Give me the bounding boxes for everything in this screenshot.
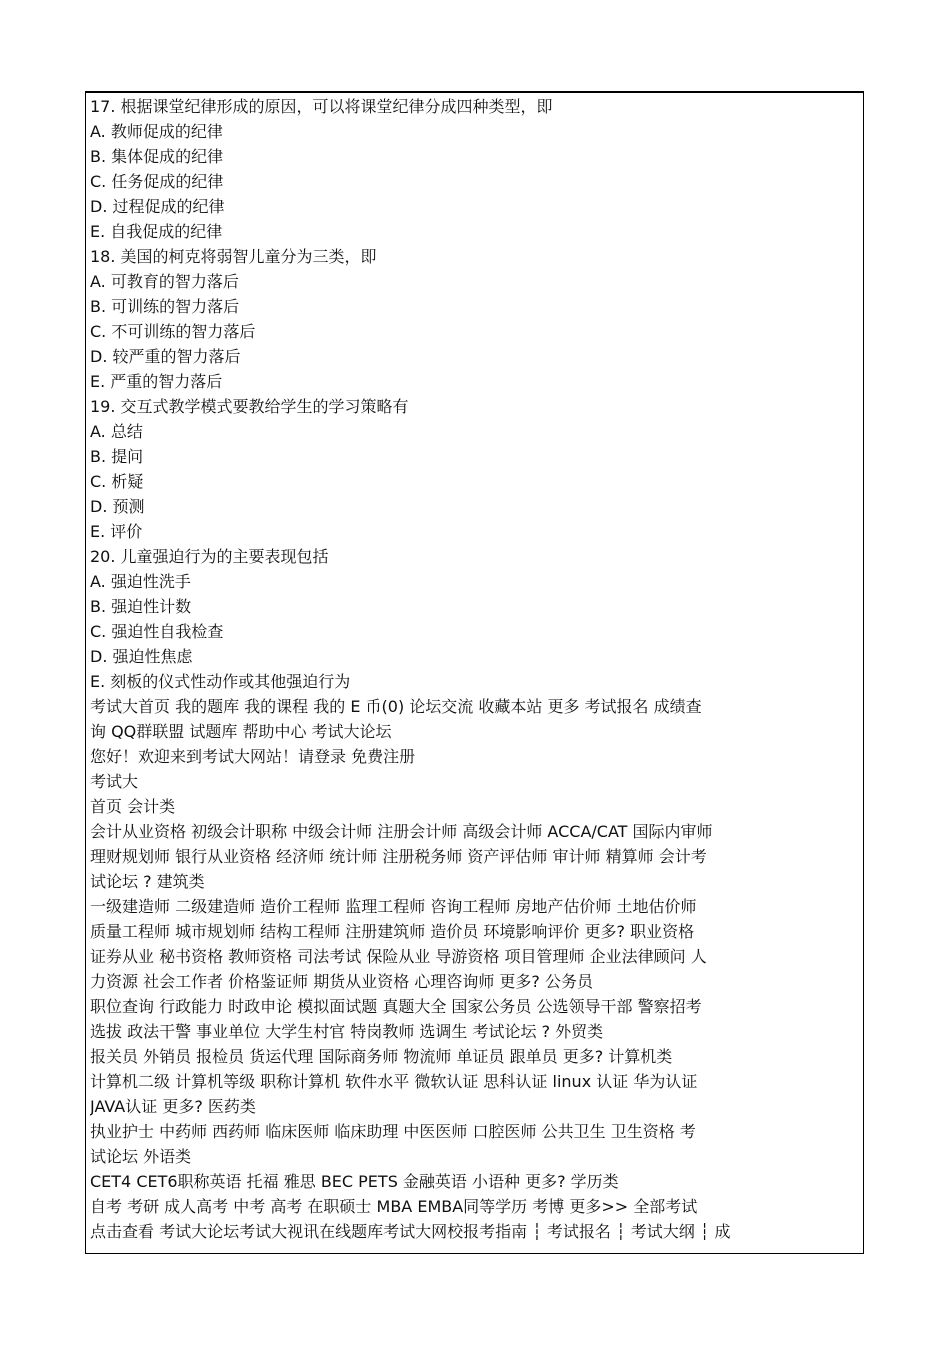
option-e: E. 评价: [90, 522, 143, 541]
footer-nav-line: 询 QQ群联盟 试题库 帮助中心 考试大论坛: [90, 722, 392, 741]
option-b: B. 强迫性计数: [90, 597, 192, 616]
option-a: A. 强迫性洗手: [90, 572, 191, 591]
option-b: B. 可训练的智力落后: [90, 297, 240, 316]
document-body: [90, 94, 860, 1244]
option-e: E. 严重的智力落后: [90, 372, 223, 391]
footer-nav-line: 考试大首页 我的题库 我的课程 我的 E 币(0) 论坛交流 收藏本站 更多 考试报名 成绩查: [90, 697, 702, 716]
option-c: C. 强迫性自我检查: [90, 622, 224, 641]
option-c: C. 任务促成的纪律: [90, 172, 224, 191]
footer-category-line: 力资源 社会工作者 价格鉴证师 期货从业资格 心理咨询师 更多? 公务员: [90, 972, 594, 991]
footer-category-line: 试论坛 ? 建筑类: [90, 872, 205, 891]
footer-category-line: 理财规划师 银行从业资格 经济师 统计师 注册税务师 资产评估师 审计师 精算师 会计考: [90, 847, 707, 866]
question-stem: 18. 美国的柯克将弱智儿童分为三类，即: [90, 247, 377, 266]
footer-category-line: 自考 考研 成人高考 中考 高考 在职硕士 MBA EMBA同等学历 考博 更多>> 全部考试: [90, 1197, 698, 1216]
option-e: E. 刻板的仪式性动作或其他强迫行为: [90, 672, 351, 691]
footer-category-line: 试论坛 外语类: [90, 1147, 192, 1166]
option-d: D. 预测: [90, 497, 145, 516]
question-stem: 17. 根据课堂纪律形成的原因，可以将课堂纪律分成四种类型，即: [90, 97, 553, 116]
question-20: [90, 544, 860, 694]
footer-category-line: 执业护士 中药师 西药师 临床医师 临床助理 中医医师 口腔医师 公共卫生 卫生资格 考: [90, 1122, 696, 1141]
question-stem: 19. 交互式教学模式要教给学生的学习策略有: [90, 397, 409, 416]
footer-category-line: 质量工程师 城市规划师 结构工程师 注册建筑师 造价员 环境影响评价 更多? 职业资格: [90, 922, 695, 941]
question-17: [90, 94, 860, 244]
footer-links-line: 点击查看 考试大论坛考试大视讯在线题库考试大网校报考指南 ┆ 考试报名 ┆ 考试大纲 ┆ 成: [90, 1222, 731, 1241]
footer-category-line: 计算机二级 计算机等级 职称计算机 软件水平 微软认证 思科认证 linux 认证 华为认证: [90, 1072, 698, 1091]
site-footer-text: [90, 694, 860, 1244]
option-c: C. 不可训练的智力落后: [90, 322, 256, 341]
footer-category-line: CET4 CET6职称英语 托福 雅思 BEC PETS 金融英语 小语种 更多? 学历类: [90, 1172, 619, 1191]
question-stem: 20. 儿童强迫行为的主要表现包括: [90, 547, 329, 566]
option-a: A. 可教育的智力落后: [90, 272, 239, 291]
option-d: D. 过程促成的纪律: [90, 197, 225, 216]
footer-category-line: JAVA认证 更多? 医药类: [90, 1097, 256, 1116]
footer-category-line: 一级建造师 二级建造师 造价工程师 监理工程师 咨询工程师 房地产估价师 土地估价师: [90, 897, 697, 916]
footer-category-line: 选拔 政法干警 事业单位 大学生村官 特岗教师 选调生 考试论坛 ? 外贸类: [90, 1022, 604, 1041]
option-c: C. 析疑: [90, 472, 144, 491]
option-a: A. 总结: [90, 422, 143, 441]
footer-category-line: 职位查询 行政能力 时政申论 模拟面试题 真题大全 国家公务员 公选领导干部 警察招考: [90, 997, 702, 1016]
footer-category-line: 会计从业资格 初级会计职称 中级会计师 注册会计师 高级会计师 ACCA/CAT 国际内审师: [90, 822, 713, 841]
option-a: A. 教师促成的纪律: [90, 122, 223, 141]
option-b: B. 集体促成的纪律: [90, 147, 224, 166]
question-18: [90, 244, 860, 394]
footer-category-line: 报关员 外销员 报检员 货运代理 国际商务师 物流师 单证员 跟单员 更多? 计算机类: [90, 1047, 673, 1066]
footer-welcome-line: 您好！欢迎来到考试大网站！请登录 免费注册: [90, 747, 416, 766]
option-d: D. 较严重的智力落后: [90, 347, 241, 366]
option-d: D. 强迫性焦虑: [90, 647, 193, 666]
question-19: [90, 394, 860, 544]
footer-category-line: 证券从业 秘书资格 教师资格 司法考试 保险从业 导游资格 项目管理师 企业法律顾问 人: [90, 947, 707, 966]
footer-site-name: 考试大: [90, 772, 139, 791]
option-b: B. 提问: [90, 447, 144, 466]
footer-category-line: 首页 会计类: [90, 797, 176, 816]
option-e: E. 自我促成的纪律: [90, 222, 223, 241]
